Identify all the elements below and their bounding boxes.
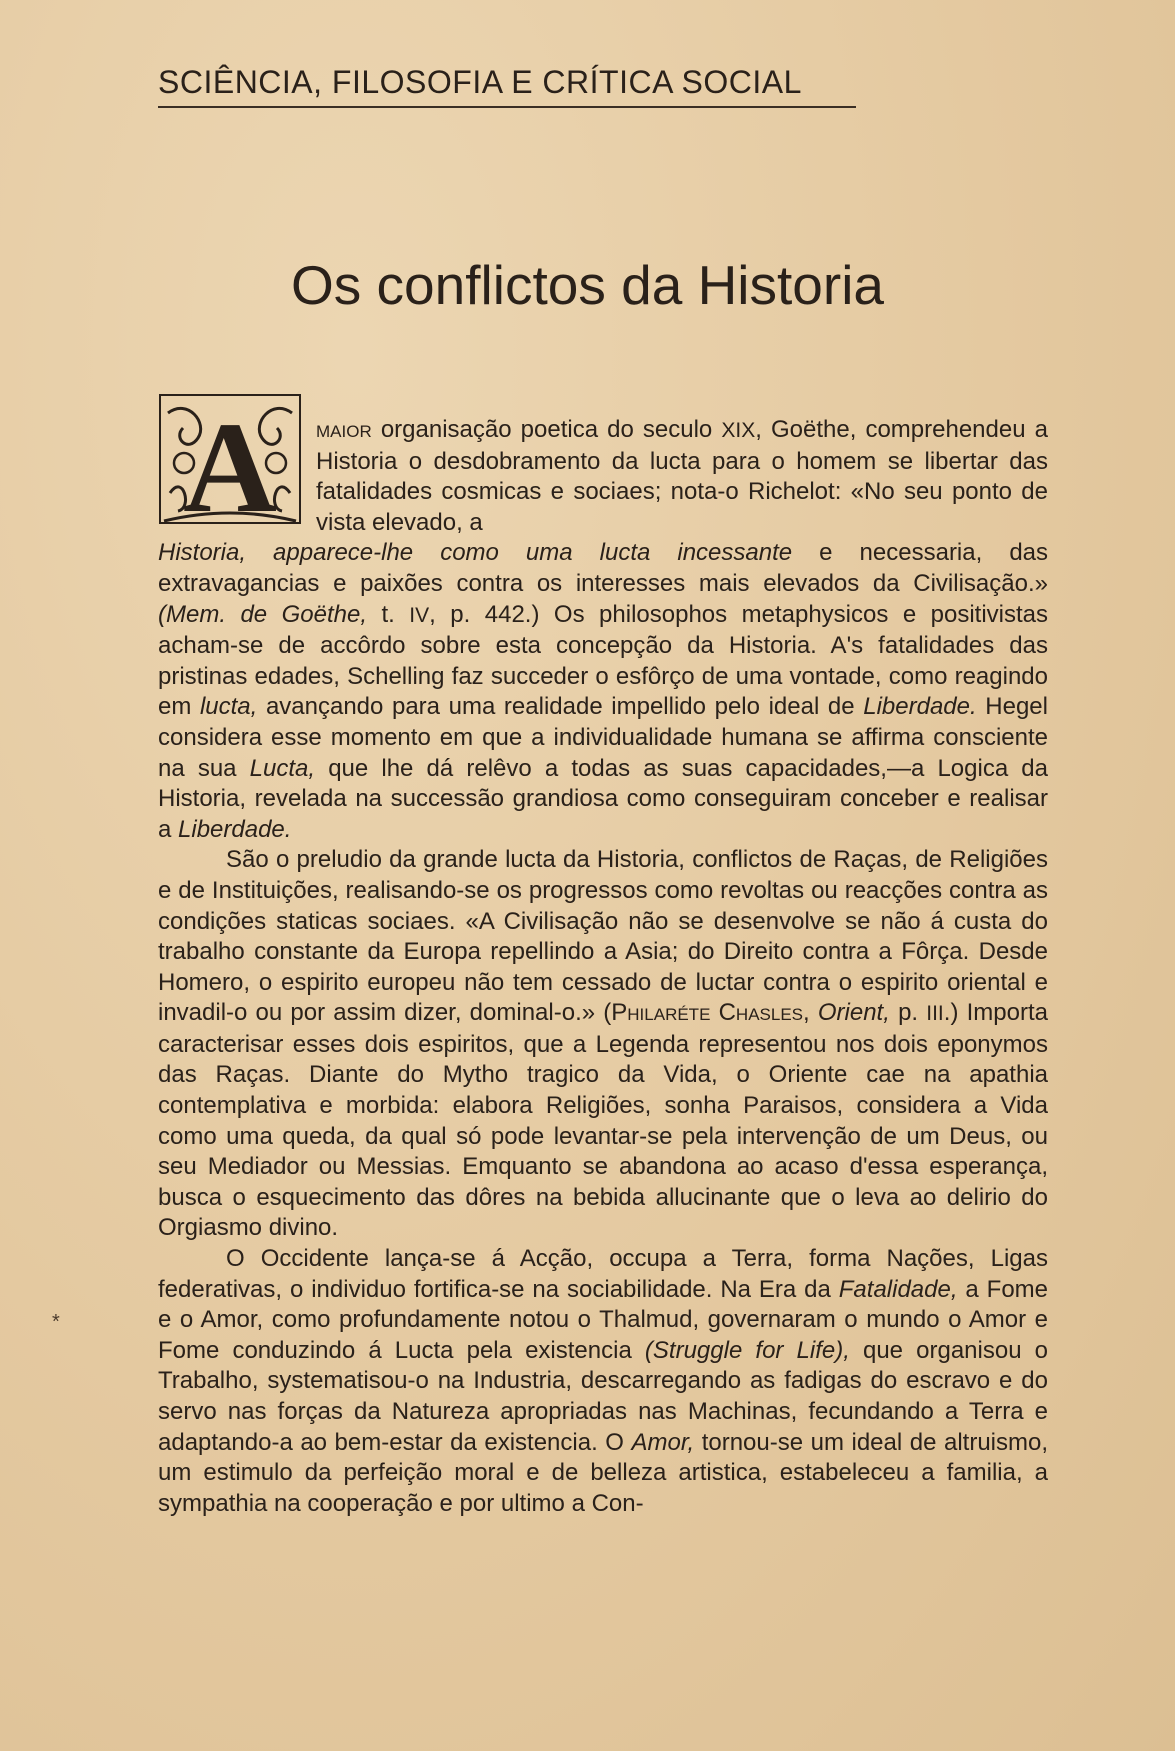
- running-head: SCIÊNCIA, FILOSOFIA E CRÍTICA SOCIAL: [158, 60, 856, 108]
- body-text: [158, 415, 1048, 1519]
- chapter-title: Os conflictos da Historia: [291, 254, 884, 316]
- paragraph-2: São o preludio da grande lucta da Historia, conflictos de Raças, de Religiões e de Instituições, realisando-se os progressos como revoltas ou reacções contra as condições staticas sociaes. «A Civilisação não se desenvolve se não á custa do trabalho constante da Europa repellindo a Asia; do Direito contra a Fôrça. Desde Homero, o espirito europeu não tem cessado de luctar contra o espirito oriental e invadil-o ou por assim dizer, dominal-o.» (Philaréte Chasles, Orient, p. III.) Importa caracterisar esses dois espiritos, que a Legenda representou nos dois eponymos das Raças. Diante do Mytho tragico da Vida, o Oriente cae na apathia contemplativa e morbida: elabora Religiões, sonha Paraisos, considera a Vida como uma queda, da qual só pode levantar-se pela intervenção de um Deus, ou seu Mediador ou Messias. Emquanto se abandona ao acaso d'essa esperança, busca o esquecimento das dôres na bebida allucinante que o leva ao delirio do Orgiasmo divino.: [158, 846, 1048, 1242]
- paragraph-3: O Occidente lança-se á Acção, occupa a Terra, forma Nações, Ligas federativas, o individuo fortifica-se na sociabilidade. Na Era da Fatalidade, a Fome e o Amor, como profundamente notou o Thalmud, governaram o mundo o Amor e Fome conduzindo á Lucta pela existencia (Struggle for Life), que organisou o Trabalho, systematisou-o na Industria, descarregando as fadigas do escravo e do servo nas forças da Natureza apropriadas nas Machinas, fecundando a Terra e adaptando-a ao bem-estar da existencia. O Amor, tornou-se um ideal de altruismo, um estimulo da perfeição moral e de belleza artistica, estabeleceu a familia, a sympathia na cooperação e por ultimo a Con-: [158, 1245, 1049, 1517]
- paragraph-1: maior organisação poetica do seculo XIX, Goëthe, comprehendeu a Historia o desdobramento da lucta para o homem se libertar das fatalidades cosmicas e sociaes; nota-o Richelot: «No seu ponto de vista elevado, a Historia, apparece-lhe como uma lucta incessante e necessaria, das extravagancias e paixões contra os interesses mais elevados da Civilisação.» (Mem. de Goëthe, t. IV, p. 442.) Os philosophos metaphysicos e positivistas acham-se de accôrdo sobre esta concepção da Historia. A's fatalidades das pristinas edades, Schelling faz succeder o esfôrço de uma vontade, como reagindo em lucta, avançando para uma realidade impellido pelo ideal de Liberdade. Hegel considera esse momento em que a individualidade humana se affirma consciente na sua Lucta, que lhe dá relêvo a todas as suas capacidades,—a Logica da Historia, revelada na successão grandiosa como conseguiram conceber e realisar a Liberdade.: [158, 416, 1049, 843]
- svg-text:A: A: [183, 396, 277, 533]
- margin-mark: *: [52, 1311, 60, 1333]
